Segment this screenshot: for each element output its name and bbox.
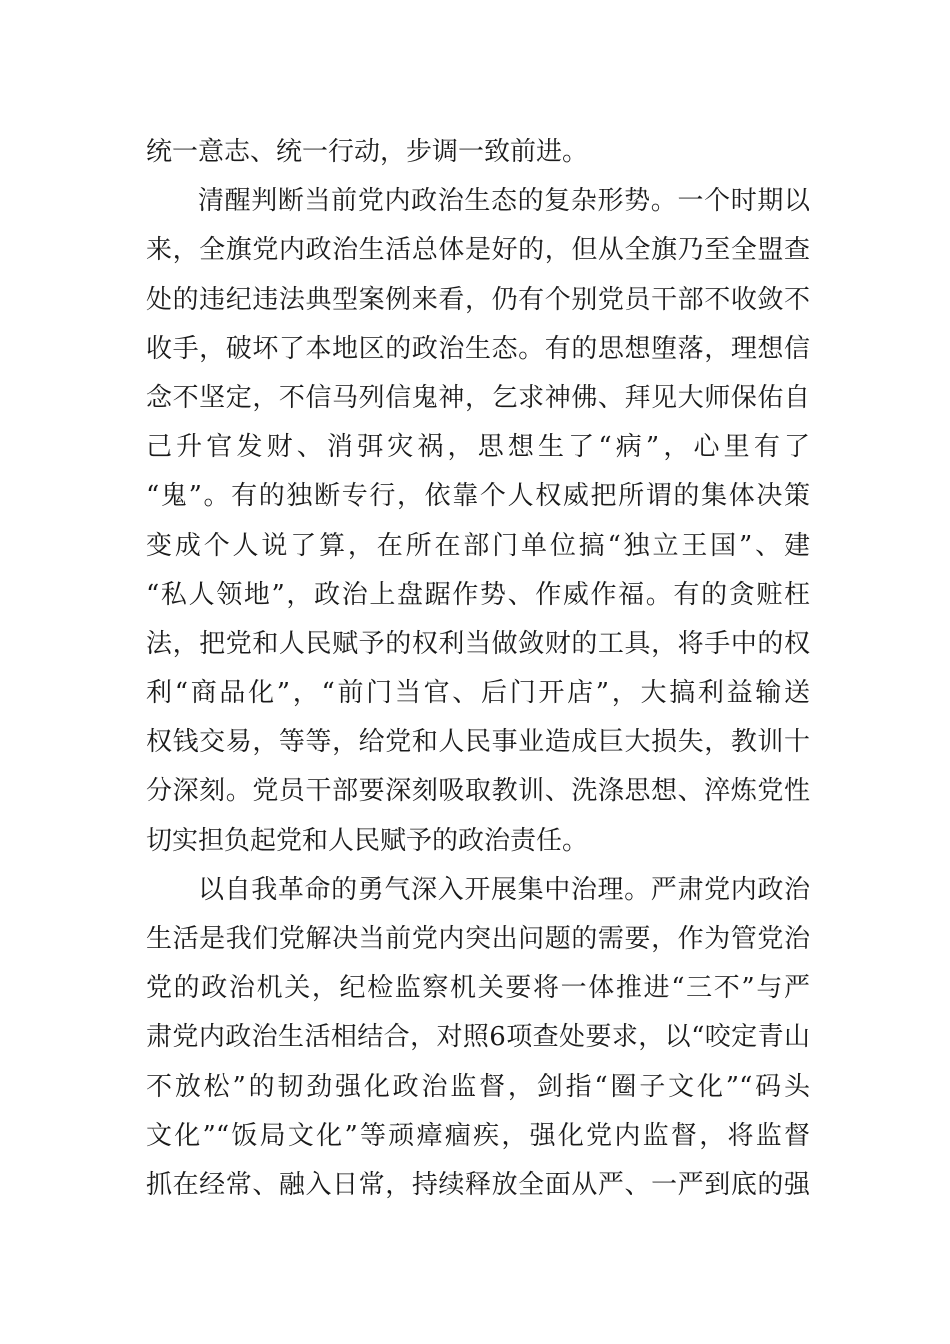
body-text [146, 128, 810, 1210]
text-line: 分深刻。党员干部要深刻吸取教训、洗涤思想、淬炼党性 [146, 776, 810, 807]
text-line: 党的政治机关，纪检监察机关要将一体推进“三不”与严 [146, 973, 810, 1004]
text-line: 切实担负起党和人民赋予的政治责任。 [146, 825, 589, 856]
paragraph-first-line: 清醒判断当前党内政治生态的复杂形势。一个时期以 [198, 186, 810, 217]
text-line: 肃党内政治生活相结合，对照6项查处要求，以“咬定青山 [146, 1022, 810, 1053]
text-line: 处的违纪违法典型案例来看，仍有个别党员干部不收敛不 [146, 284, 810, 315]
text-line: 法，把党和人民赋予的权利当做敛财的工具，将手中的权 [146, 628, 810, 659]
text-line: 收手，破坏了本地区的政治生态。有的思想堕落，理想信 [146, 333, 810, 364]
text-line: 利“商品化”，“前门当官、后门开店”，大搞利益输送 [146, 678, 810, 709]
text-line: “鬼”。有的独断专行，依靠个人权威把所谓的集体决策 [146, 481, 810, 512]
text-line: 文化”“饭局文化”等顽瘴痼疾，强化党内监督，将监督 [146, 1120, 810, 1151]
paragraph-first-line: 以自我革命的勇气深入开展集中治理。严肃党内政治 [198, 874, 810, 905]
text-line: 来，全旗党内政治生活总体是好的，但从全旗乃至全盟查 [146, 235, 810, 266]
text-line: 不放松”的韧劲强化政治监督，剑指“圈子文化”“码头 [146, 1071, 810, 1102]
text-line: 权钱交易，等等，给党和人民事业造成巨大损失，教训十 [146, 727, 810, 758]
text-line: 己升官发财、消弭灾祸，思想生了“病”，心里有了 [146, 432, 810, 463]
text-line: 生活是我们党解决当前党内突出问题的需要，作为管党治 [146, 924, 810, 954]
text-line: 变成个人说了算，在所在部门单位搞“独立王国”、建 [146, 530, 810, 561]
text-line: 统一意志、统一行动，步调一致前进。 [146, 137, 589, 167]
text-line: 念不坚定，不信马列信鬼神，乞求神佛、拜见大师保佑自 [146, 382, 810, 413]
text-line: 抓在经常、融入日常，持续释放全面从严、一严到底的强 [146, 1169, 810, 1200]
text-line: “私人领地”，政治上盘踞作势、作威作福。有的贪赃枉 [146, 579, 810, 610]
